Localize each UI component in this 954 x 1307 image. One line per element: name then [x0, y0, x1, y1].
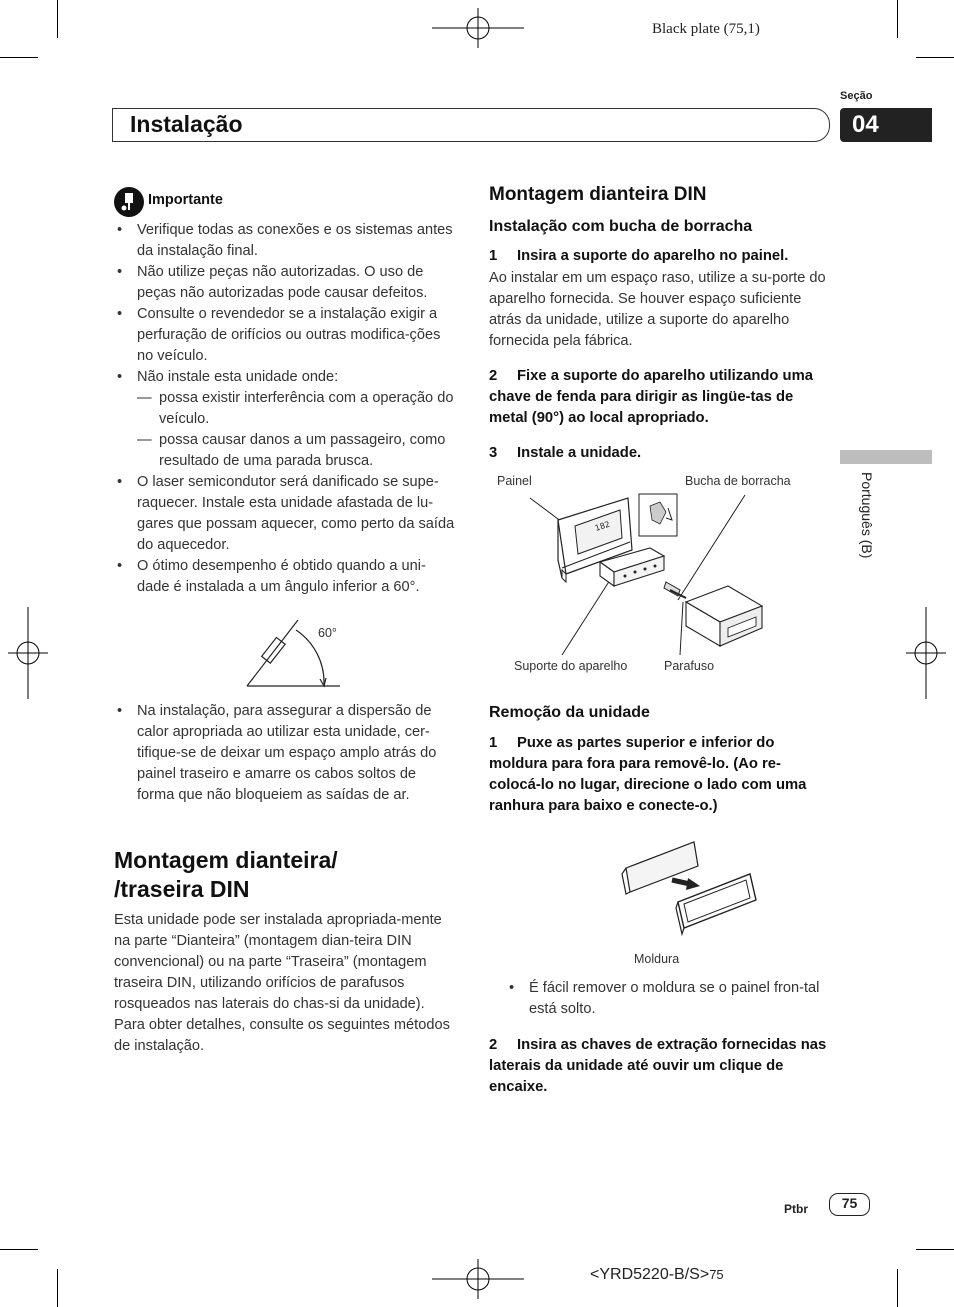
angle-diagram — [240, 612, 350, 692]
section-title: Instalação — [130, 111, 243, 137]
registration-mark-left — [8, 607, 48, 699]
crop-mark — [0, 1249, 38, 1250]
list-item-text: Não instale esta unidade onde: — [137, 369, 339, 385]
model-name: <YRD5220-B/S> — [590, 1266, 710, 1283]
footer-language-code: Ptbr — [784, 1202, 808, 1216]
plate-label: Black plate (75,1) — [652, 21, 760, 37]
language-tab-label: Português (B) — [859, 472, 875, 559]
sub-list-item: — possa existir interferência com a operação do veículo. — [137, 388, 456, 430]
trim-ring-diagram — [612, 838, 762, 940]
page-number: 75 — [829, 1193, 870, 1216]
crop-mark — [57, 1269, 58, 1307]
step-number: 2 — [489, 1037, 498, 1053]
heat-note — [114, 701, 456, 806]
right-heading: Montagem dianteira DIN — [489, 184, 707, 205]
crop-mark — [0, 57, 38, 58]
step-number: 1 — [489, 735, 498, 751]
step-number: 2 — [489, 368, 498, 384]
subheading-removal: Remoção da unidade — [489, 704, 650, 721]
step-text: Puxe as partes superior e inferior do moldura para fora para removê-lo. (Ao re-colocá-lo no lugar, direcione o lado com uma ranhura para baixo e conecte-o.) — [489, 735, 807, 814]
crop-mark — [916, 1249, 954, 1250]
panel-display-number: 182 — [593, 519, 612, 533]
important-icon — [113, 186, 145, 218]
label-suporte: Suporte do aparelho — [514, 659, 628, 673]
crop-mark — [897, 1269, 898, 1307]
important-list — [114, 220, 456, 598]
crop-mark — [897, 0, 898, 38]
list-item: • O ótimo desempenho é obtido quando a uni-dade é instalada a um ângulo inferior a 60°. — [114, 556, 456, 598]
step-number: 3 — [489, 445, 498, 461]
label-bucha: Bucha de borracha — [685, 474, 791, 488]
step-text: Insira as chaves de extração fornecidas nas laterais da unidade até ouvir um clique de encaixe. — [489, 1037, 827, 1095]
installation-diagram — [500, 490, 780, 660]
step-1 — [489, 246, 831, 267]
crop-mark — [57, 0, 58, 38]
label-painel: Painel — [497, 474, 532, 488]
language-tab — [840, 450, 932, 464]
subheading-rubber-bush: Instalação com bucha de borracha — [489, 218, 753, 235]
intro-paragraph: Esta unidade pode ser instalada apropriada-mente na parte “Dianteira” (montagem dian-teira DIN convencional) ou na parte “Traseira” (montagem traseira DIN, utilizando orifícios de parafusos rosqueados nas laterais do chas-si da unidade). Para obter detalhes, consulte os seguintes métodos de instalação. — [114, 912, 450, 1054]
model-code — [590, 1266, 724, 1284]
list-item — [114, 367, 456, 472]
removal-step-1 — [489, 733, 831, 817]
list-item: • Não utilize peças não autorizadas. O uso de peças não autorizadas pode causar defeitos. — [114, 262, 456, 304]
removal-note — [506, 978, 832, 1020]
section-number-badge: 04 — [840, 108, 932, 142]
angle-label: 60° — [318, 626, 337, 640]
label-parafuso: Parafuso — [664, 659, 715, 673]
step-text: Fixe a suporte do aparelho utilizando uma chave de fenda para dirigir as lingüe-tas de metal (90°) ao local apropriado. — [489, 368, 813, 426]
step-3 — [489, 443, 831, 464]
step-number: 1 — [489, 248, 498, 264]
list-item: • Consulte o revendedor se a instalação exigir a perfuração de orifícios ou outras modifica-ções no veículo. — [114, 304, 456, 367]
list-item: • O laser semicondutor será danificado se supe-raquecer. Instale esta unidade afastada de lu-gares que possam aquecer, como perto da saída do aquecedor. — [114, 472, 456, 556]
section-label: Seção — [840, 90, 873, 102]
list-item: • Na instalação, para assegurar a dispersão de calor apropriada ao utilizar esta unidade, cer-tifique-se de deixar um espaço amplo atrás do painel traseiro e amarre os cabos soltos de forma que não bloqueiem as saídas de ar. — [114, 701, 456, 806]
registration-mark-right — [906, 607, 946, 699]
step-text: Instale a unidade. — [517, 445, 642, 461]
step-text: Insira a suporte do aparelho no painel. — [517, 248, 789, 264]
section-heading — [114, 846, 456, 904]
registration-mark-bottom — [432, 1259, 524, 1299]
step-2 — [489, 366, 831, 429]
label-moldura: Moldura — [634, 952, 680, 966]
sub-list-item: — possa causar danos a um passageiro, como resultado de uma parada brusca. — [137, 430, 456, 472]
crop-mark — [916, 57, 954, 58]
registration-mark-top — [432, 8, 524, 48]
important-title: Importante — [148, 192, 223, 208]
heading-line: Montagem dianteira/ — [114, 847, 338, 873]
list-item: • É fácil remover o moldura se o painel fron-tal está solto. — [506, 978, 832, 1020]
step-1-body: Ao instalar em um espaço raso, utilize a su-porte do aparelho fornecida. Se houver espaço suficiente atrás da unidade, utilize a suporte do aparelho fornecida pela fábrica. — [489, 270, 826, 349]
model-page: 75 — [709, 1267, 724, 1282]
heading-line: /traseira DIN — [114, 876, 250, 902]
list-item: • Verifique todas as conexões e os sistemas antes da instalação final. — [114, 220, 456, 262]
removal-step-2 — [489, 1035, 831, 1098]
